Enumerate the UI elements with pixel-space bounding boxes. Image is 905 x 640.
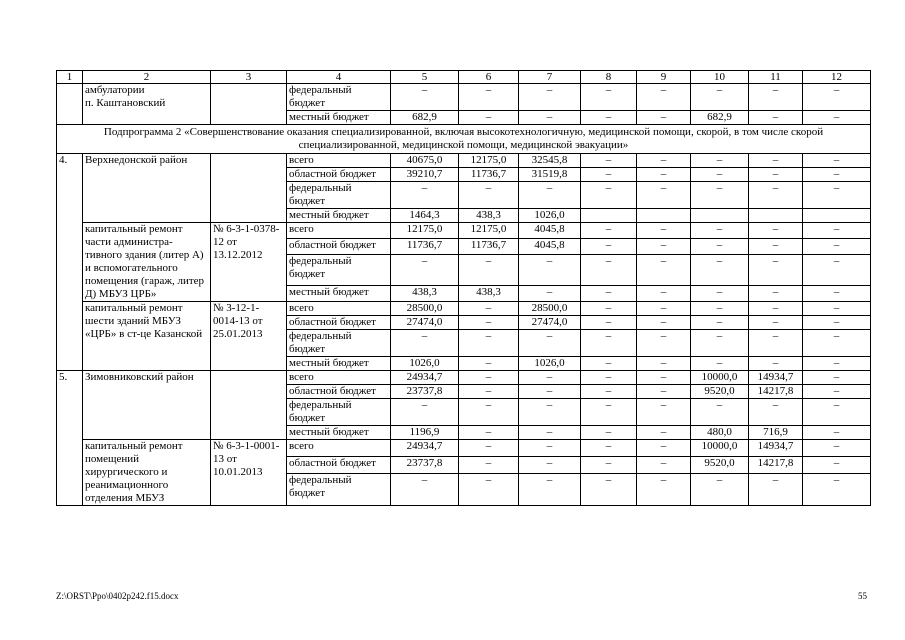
value-cell: – xyxy=(749,255,803,286)
value-cell: – xyxy=(459,182,519,209)
value-cell: – xyxy=(749,111,803,125)
value-cell: – xyxy=(637,223,691,239)
value-cell: – xyxy=(691,84,749,111)
value-cell: – xyxy=(581,182,637,209)
value-cell: – xyxy=(749,223,803,239)
value-cell: – xyxy=(519,111,581,125)
value-cell: – xyxy=(637,440,691,457)
value-cell: 11736,7 xyxy=(459,168,519,182)
funding-source: всего xyxy=(287,440,391,457)
value-cell: – xyxy=(803,371,871,385)
funding-source: областной бюджет xyxy=(287,316,391,330)
header-cell: 9 xyxy=(637,71,691,84)
value-cell: – xyxy=(803,239,871,255)
header-cell: 12 xyxy=(803,71,871,84)
value-cell: – xyxy=(581,239,637,255)
value-cell: – xyxy=(691,316,749,330)
value-cell: – xyxy=(459,440,519,457)
value-cell: 31519,8 xyxy=(519,168,581,182)
value-cell: – xyxy=(749,473,803,505)
value-cell: – xyxy=(581,223,637,239)
value-cell: – xyxy=(691,357,749,371)
value-cell: 27474,0 xyxy=(519,316,581,330)
value-cell: – xyxy=(519,473,581,505)
value-cell: 682,9 xyxy=(691,111,749,125)
value-cell: – xyxy=(803,357,871,371)
value-cell: – xyxy=(459,385,519,399)
value-cell: 14934,7 xyxy=(749,371,803,385)
funding-source: всего xyxy=(287,371,391,385)
value-cell xyxy=(749,209,803,223)
header-cell: 10 xyxy=(691,71,749,84)
value-cell: – xyxy=(581,385,637,399)
value-cell: – xyxy=(803,84,871,111)
value-cell: – xyxy=(637,255,691,286)
row-number xyxy=(57,223,83,302)
value-cell: 14217,8 xyxy=(749,385,803,399)
header-cell: 8 xyxy=(581,71,637,84)
value-cell: – xyxy=(581,84,637,111)
value-cell: – xyxy=(749,285,803,301)
value-cell: – xyxy=(581,316,637,330)
funding-source: областной бюджет xyxy=(287,239,391,255)
value-cell: – xyxy=(749,182,803,209)
value-cell: – xyxy=(803,316,871,330)
header-cell: 3 xyxy=(211,71,287,84)
value-cell: 9520,0 xyxy=(691,385,749,399)
value-cell: – xyxy=(749,168,803,182)
value-cell: – xyxy=(691,223,749,239)
value-cell: – xyxy=(637,168,691,182)
value-cell: 10000,0 xyxy=(691,371,749,385)
row-number: 4. xyxy=(57,154,83,223)
value-cell: – xyxy=(459,399,519,426)
value-cell: – xyxy=(691,154,749,168)
value-cell: – xyxy=(519,330,581,357)
value-cell: 1026,0 xyxy=(391,357,459,371)
value-cell: – xyxy=(581,440,637,457)
value-cell: – xyxy=(749,239,803,255)
value-cell: – xyxy=(803,182,871,209)
value-cell: – xyxy=(519,440,581,457)
value-cell: – xyxy=(637,385,691,399)
row-number: 5. xyxy=(57,371,83,440)
object-name: амбулатории п. Каштановский xyxy=(83,84,211,125)
funding-source: областной бюджет xyxy=(287,385,391,399)
page-number: 55 xyxy=(858,591,867,601)
subprogram-title: Подпрограмма 2 «Совершенствование оказания специализированной, включая высокотехнологичную, медицинской помощи, скорой, в том числе скорой специализированной, медицинской помощи, медицинской эвакуации» xyxy=(57,125,871,154)
value-cell: – xyxy=(391,399,459,426)
value-cell: 438,3 xyxy=(391,285,459,301)
value-cell: – xyxy=(803,302,871,316)
value-cell: 24934,7 xyxy=(391,440,459,457)
value-cell: – xyxy=(637,399,691,426)
value-cell: – xyxy=(581,255,637,286)
value-cell: – xyxy=(459,316,519,330)
value-cell: 28500,0 xyxy=(391,302,459,316)
value-cell: – xyxy=(459,357,519,371)
value-cell: – xyxy=(803,168,871,182)
document-ref xyxy=(211,84,287,125)
value-cell: – xyxy=(391,255,459,286)
value-cell: – xyxy=(581,399,637,426)
value-cell: 4045,8 xyxy=(519,239,581,255)
value-cell: – xyxy=(637,330,691,357)
value-cell: 4045,8 xyxy=(519,223,581,239)
header-cell: 6 xyxy=(459,71,519,84)
funding-source: областной бюджет xyxy=(287,456,391,473)
value-cell: – xyxy=(581,426,637,440)
value-cell: – xyxy=(581,168,637,182)
value-cell: 23737,8 xyxy=(391,456,459,473)
header-row xyxy=(57,71,871,84)
value-cell: 24934,7 xyxy=(391,371,459,385)
header-cell: 4 xyxy=(287,71,391,84)
value-cell: – xyxy=(803,111,871,125)
value-cell: – xyxy=(581,473,637,505)
value-cell: – xyxy=(803,399,871,426)
table-row xyxy=(57,371,871,385)
value-cell: – xyxy=(803,426,871,440)
value-cell: – xyxy=(459,473,519,505)
value-cell: – xyxy=(519,182,581,209)
funding-source: местный бюджет xyxy=(287,209,391,223)
value-cell: – xyxy=(637,182,691,209)
value-cell: 1026,0 xyxy=(519,209,581,223)
value-cell: – xyxy=(803,285,871,301)
value-cell: – xyxy=(691,168,749,182)
value-cell: – xyxy=(391,330,459,357)
value-cell: – xyxy=(459,330,519,357)
document-ref: № 6-3-1-0001-13 от 10.01.2013 xyxy=(211,440,287,506)
value-cell: – xyxy=(691,255,749,286)
value-cell: – xyxy=(459,255,519,286)
value-cell: – xyxy=(459,371,519,385)
value-cell: – xyxy=(637,426,691,440)
funding-source: местный бюджет xyxy=(287,357,391,371)
document-ref: № 3-12-1-0014-13 от 25.01.2013 xyxy=(211,302,287,371)
value-cell: – xyxy=(749,330,803,357)
value-cell: 32545,8 xyxy=(519,154,581,168)
object-name: капитальный ремонт шести зданий МБУЗ «ЦРБ» в ст-це Казанской xyxy=(83,302,211,371)
value-cell: – xyxy=(637,473,691,505)
value-cell: 9520,0 xyxy=(691,456,749,473)
value-cell: – xyxy=(749,399,803,426)
value-cell: – xyxy=(749,154,803,168)
value-cell: – xyxy=(459,302,519,316)
value-cell: – xyxy=(637,357,691,371)
subprogram-row xyxy=(57,125,871,154)
value-cell: 682,9 xyxy=(391,111,459,125)
value-cell: – xyxy=(691,473,749,505)
value-cell: – xyxy=(749,316,803,330)
table-row xyxy=(57,302,871,316)
value-cell: – xyxy=(803,330,871,357)
value-cell: – xyxy=(581,111,637,125)
value-cell: – xyxy=(691,302,749,316)
value-cell: – xyxy=(581,357,637,371)
document-ref xyxy=(211,154,287,223)
value-cell: – xyxy=(581,302,637,316)
value-cell: – xyxy=(637,302,691,316)
funding-source: всего xyxy=(287,302,391,316)
value-cell: 27474,0 xyxy=(391,316,459,330)
object-name: капитальный ремонт части администра-тивного здания (литер А) и вспомогательного помещения (гараж, литер Д) МБУЗ ЦРБ» xyxy=(83,223,211,302)
value-cell: – xyxy=(803,473,871,505)
value-cell: – xyxy=(803,223,871,239)
row-number xyxy=(57,302,83,371)
file-path: Z:\ORST\Ppo\0402p242.f15.docx xyxy=(56,591,179,601)
funding-source: федеральный бюджет xyxy=(287,255,391,286)
object-name: Верхнедонской район xyxy=(83,154,211,223)
value-cell: 10000,0 xyxy=(691,440,749,457)
value-cell: 12175,0 xyxy=(391,223,459,239)
funding-source: местный бюджет xyxy=(287,285,391,301)
value-cell: 12175,0 xyxy=(459,223,519,239)
funding-source: всего xyxy=(287,223,391,239)
table-row xyxy=(57,440,871,457)
value-cell: 716,9 xyxy=(749,426,803,440)
row-number xyxy=(57,84,83,125)
value-cell: – xyxy=(459,426,519,440)
value-cell: – xyxy=(637,371,691,385)
header-cell: 11 xyxy=(749,71,803,84)
value-cell: – xyxy=(391,473,459,505)
value-cell: – xyxy=(519,456,581,473)
value-cell: 39210,7 xyxy=(391,168,459,182)
value-cell: 1026,0 xyxy=(519,357,581,371)
funding-source: федеральный бюджет xyxy=(287,473,391,505)
value-cell: – xyxy=(519,385,581,399)
value-cell: – xyxy=(749,84,803,111)
value-cell: 480,0 xyxy=(691,426,749,440)
value-cell: – xyxy=(519,371,581,385)
value-cell: – xyxy=(581,285,637,301)
value-cell: – xyxy=(803,154,871,168)
value-cell xyxy=(637,209,691,223)
funding-source: местный бюджет xyxy=(287,111,391,125)
value-cell: – xyxy=(459,111,519,125)
table-row xyxy=(57,84,871,111)
value-cell: – xyxy=(581,371,637,385)
object-name: Зимовниковский район xyxy=(83,371,211,440)
value-cell: – xyxy=(581,456,637,473)
funding-source: федеральный бюджет xyxy=(287,330,391,357)
funding-source: федеральный бюджет xyxy=(287,182,391,209)
value-cell: – xyxy=(637,84,691,111)
value-cell: – xyxy=(519,285,581,301)
header-cell: 1 xyxy=(57,71,83,84)
value-cell: – xyxy=(749,357,803,371)
value-cell: – xyxy=(803,255,871,286)
value-cell: 14217,8 xyxy=(749,456,803,473)
value-cell: – xyxy=(691,285,749,301)
value-cell: – xyxy=(391,182,459,209)
value-cell: – xyxy=(803,440,871,457)
value-cell: 23737,8 xyxy=(391,385,459,399)
value-cell: – xyxy=(459,84,519,111)
value-cell: – xyxy=(391,84,459,111)
value-cell: – xyxy=(519,399,581,426)
header-cell: 5 xyxy=(391,71,459,84)
value-cell xyxy=(691,209,749,223)
value-cell: 1196,9 xyxy=(391,426,459,440)
value-cell: 12175,0 xyxy=(459,154,519,168)
header-cell: 2 xyxy=(83,71,211,84)
value-cell: – xyxy=(581,154,637,168)
value-cell: – xyxy=(691,182,749,209)
funding-source: местный бюджет xyxy=(287,426,391,440)
value-cell: 438,3 xyxy=(459,285,519,301)
header-cell: 7 xyxy=(519,71,581,84)
value-cell: – xyxy=(581,330,637,357)
value-cell: – xyxy=(637,111,691,125)
value-cell: – xyxy=(691,239,749,255)
value-cell: – xyxy=(637,285,691,301)
value-cell: 28500,0 xyxy=(519,302,581,316)
value-cell: – xyxy=(691,399,749,426)
value-cell: – xyxy=(749,302,803,316)
table-row xyxy=(57,223,871,239)
value-cell: – xyxy=(637,154,691,168)
table-row xyxy=(57,154,871,168)
document-ref: № 6-3-1-0378-12 от 13.12.2012 xyxy=(211,223,287,302)
value-cell: 438,3 xyxy=(459,209,519,223)
value-cell: 1464,3 xyxy=(391,209,459,223)
value-cell: 11736,7 xyxy=(391,239,459,255)
value-cell: – xyxy=(519,255,581,286)
value-cell: – xyxy=(637,239,691,255)
value-cell xyxy=(581,209,637,223)
value-cell: – xyxy=(637,456,691,473)
value-cell: 40675,0 xyxy=(391,154,459,168)
value-cell: – xyxy=(519,84,581,111)
budget-table xyxy=(56,70,871,506)
value-cell xyxy=(803,209,871,223)
value-cell: – xyxy=(519,426,581,440)
funding-source: всего xyxy=(287,154,391,168)
funding-source: федеральный бюджет xyxy=(287,399,391,426)
object-name: капитальный ремонт помещений хирургического и реанимационного отделения МБУЗ xyxy=(83,440,211,506)
value-cell: – xyxy=(637,316,691,330)
value-cell: 11736,7 xyxy=(459,239,519,255)
funding-source: областной бюджет xyxy=(287,168,391,182)
row-number xyxy=(57,440,83,506)
value-cell: 14934,7 xyxy=(749,440,803,457)
document-ref xyxy=(211,371,287,440)
value-cell: – xyxy=(459,456,519,473)
funding-source: федеральный бюджет xyxy=(287,84,391,111)
value-cell: – xyxy=(803,456,871,473)
value-cell: – xyxy=(691,330,749,357)
value-cell: – xyxy=(803,385,871,399)
